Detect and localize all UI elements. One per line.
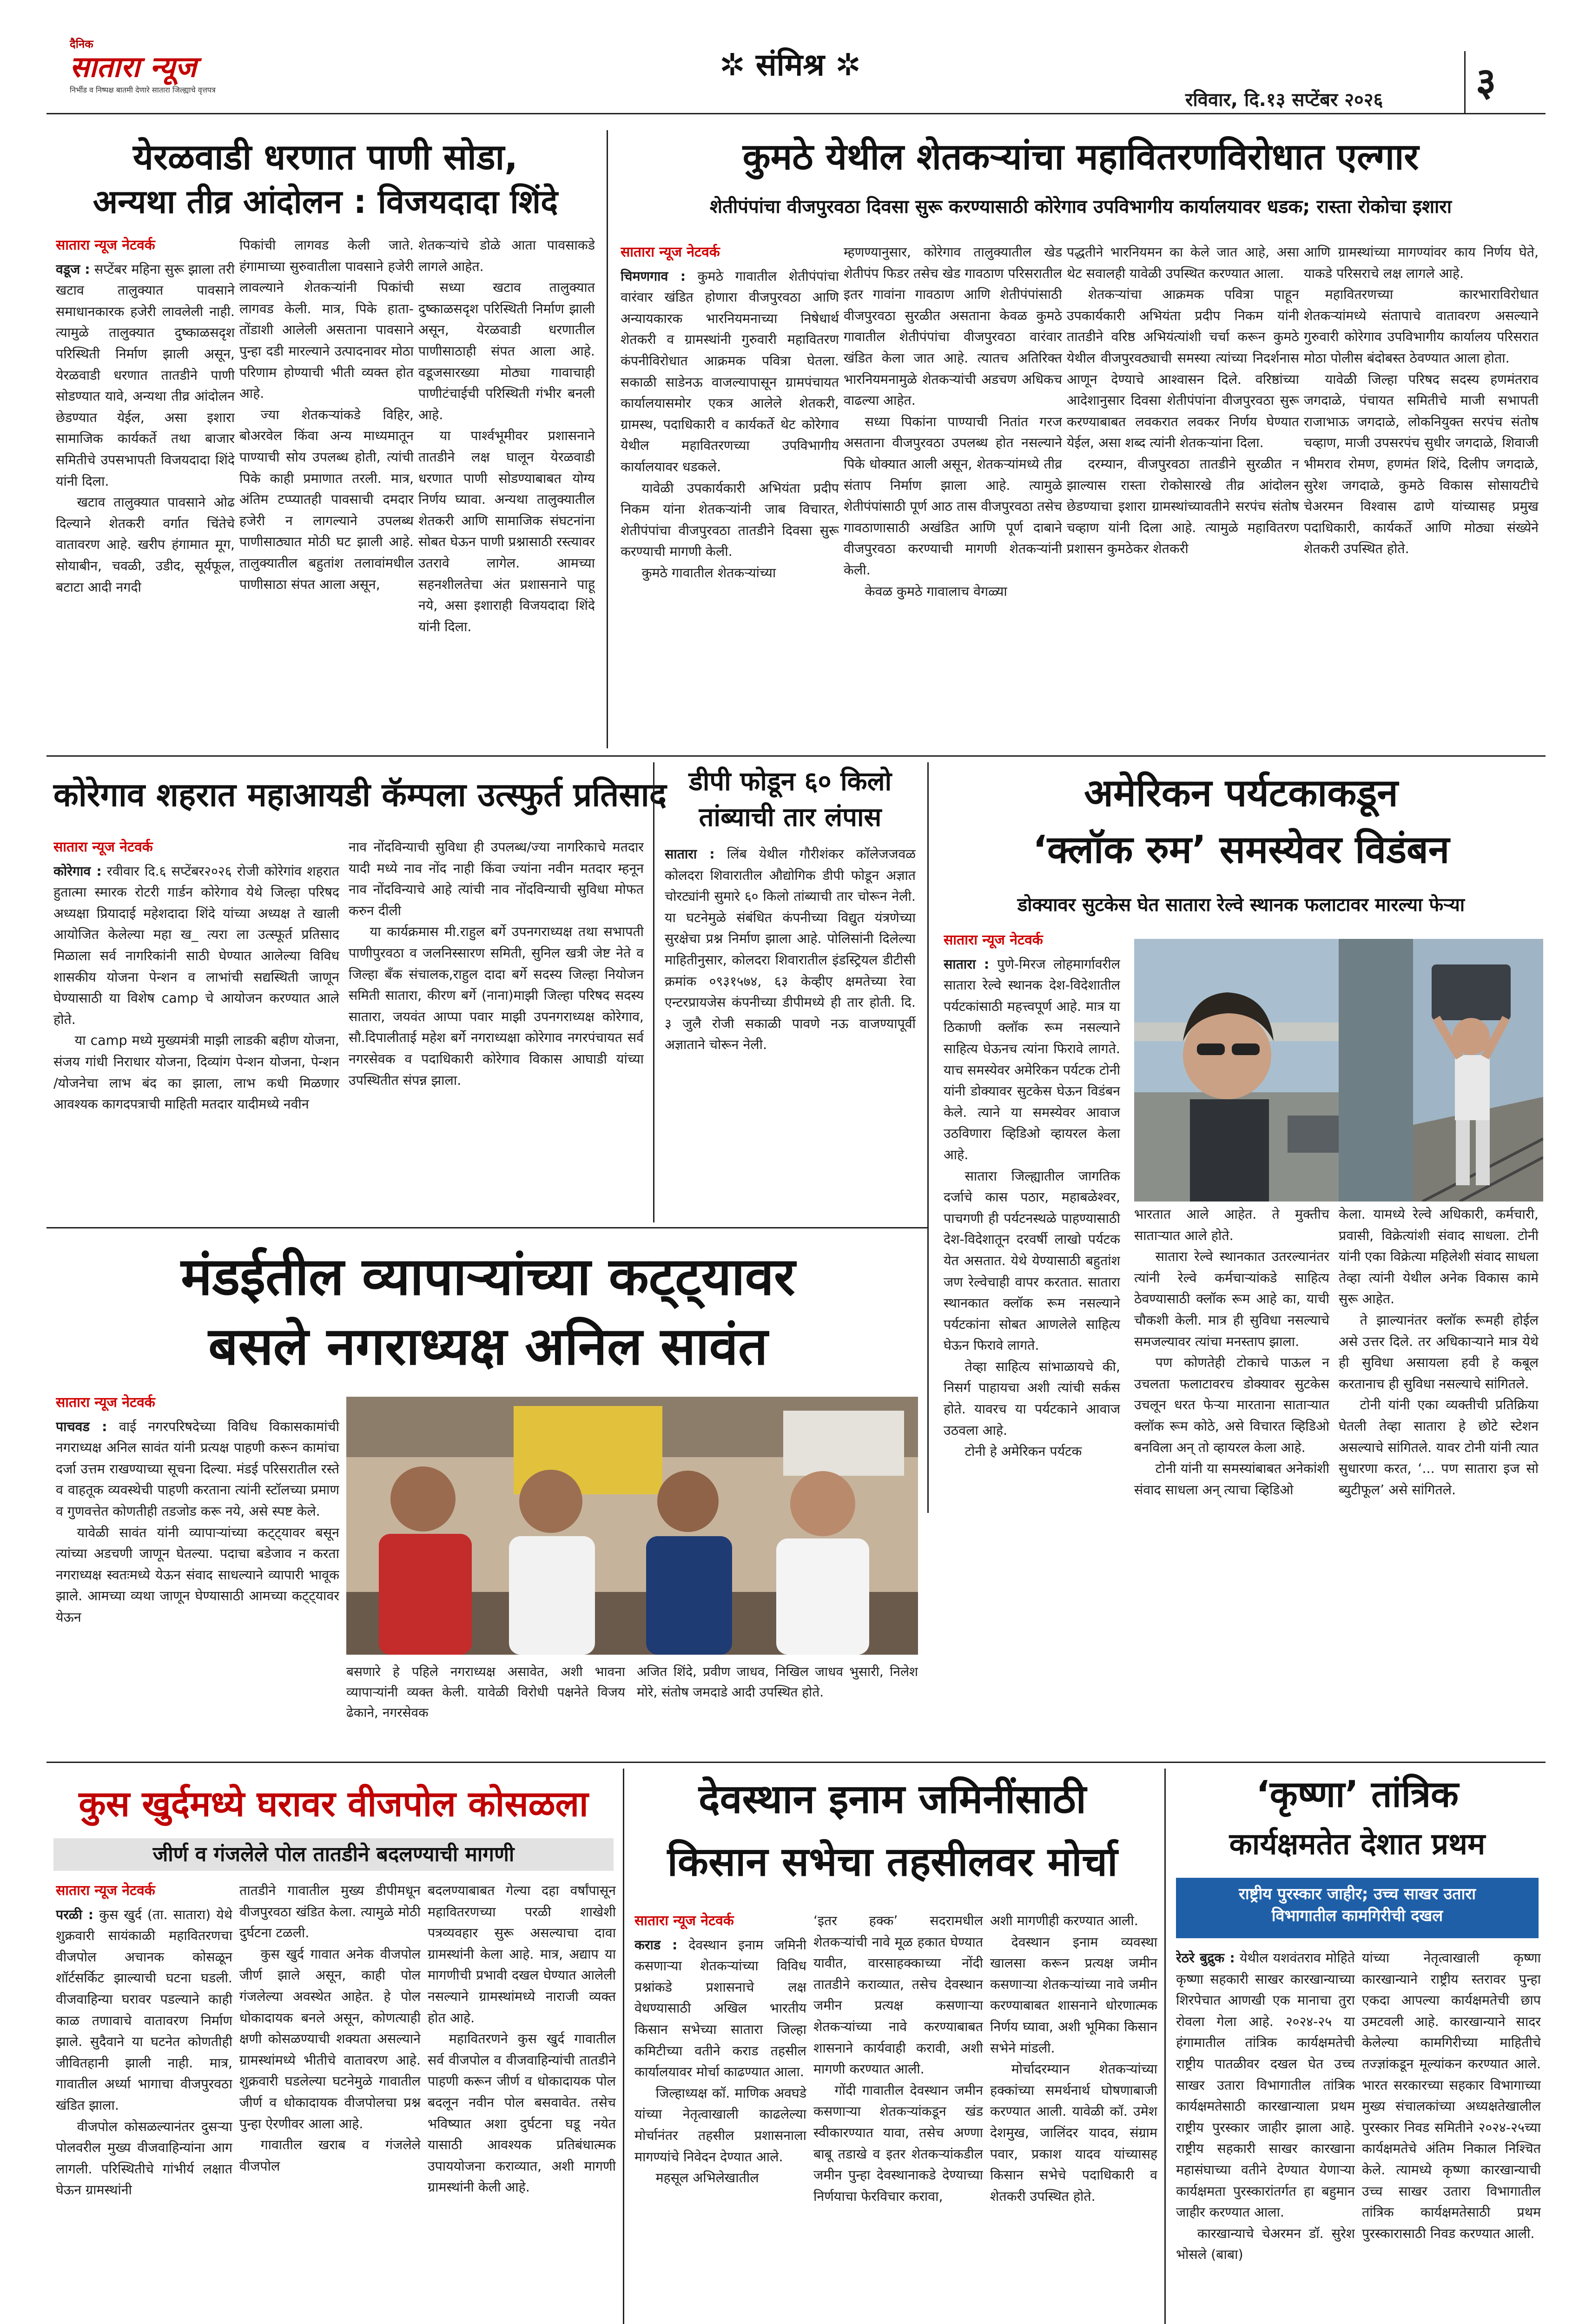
a2-text-2: म्हणण्यानुसार, कोरेगाव तालुक्यातील खेड शेतीपंप फिडर तसेच खेड गावठाण परिसरातील इतर गावांना गावठाण आणि शेतीपंपांसाठी वीजपुरवठा सुरळीत असताना केवळ कुमठे गावातील शेतीपंपांचा वीजपुरवठा वारंवार खंडित केला जात आहे. त्यातच अतिरिक्त भारनियमनामुळे शेतकऱ्यांची अडचण अधिकच वाढल्या आहेत. <box>844 244 1062 409</box>
a3-headline: कोरेगाव शहरात महाआयडी कॅम्पला उत्स्फुर्त प्रतिसाद <box>53 776 667 814</box>
a2-headline: कुमठे येथील शेतकऱ्यांचा महावितरणविरोधात एल्गार <box>742 136 1419 178</box>
a2-text-3c: दरम्यान, वीजपुरवठा तातडीने सुरळीत न झाल्यास रास्ता रोकोसारखे तीव्र आंदोलन छेडण्याचा इशारा ग्रामस्थांच्यावतीने सरपंच संतोष चव्हाण यांनी दिला आहे. त्यामुळे महावितरण प्रशासन कुमठेकर शेतकरी <box>1067 456 1299 557</box>
a7-deck: जीर्ण व गंजलेले पोल तातडीने बदलण्याची मागणी <box>53 1838 614 1871</box>
a7-dateline: परळी : <box>56 1907 94 1922</box>
a2-text-3: पद्धतीने भारनियमन का केले जात आहे, असा थेट सवालही यावेळी उपस्थित करण्यात आला. <box>1067 244 1299 281</box>
rule-row1 <box>46 755 1546 757</box>
mandai-photo-drawing <box>346 1397 918 1655</box>
a8-byline: सातारा न्यूज नेटवर्क <box>634 1913 734 1929</box>
a3-text-1b: या camp मध्ये मुख्यमंत्री माझी लाडकी बहीण योजना, संजय गांधी निराधार योजना, दिव्यांग पेन्शन योजना, पेन्शन /योजनेचा लाभ बंद का झाला, लाभ कधी मिळणार आवश्यक कागदपत्राची माहिती मतदार यादीमध्ये नवीन <box>53 1033 339 1112</box>
a1-headline-1: येरळवाडी धरणात पाणी सोडा, <box>132 136 518 178</box>
a5-text-2d: टोनी यांनी या समस्यांबाबत अनेकांशी संवाद साधला अन् त्याचा व्हिडिओ <box>1134 1461 1329 1498</box>
a8-headline-2: किसान सभेचा तहसीलवर मोर्चा <box>667 1839 1118 1885</box>
a6-headline-1: मंडईतील व्यापाऱ्यांच्या कट्ट्यावर <box>181 1247 795 1307</box>
a4-col-1 <box>665 844 916 1215</box>
a3-col-1 <box>53 837 339 1208</box>
a3-text-2b: या कार्यक्रमास मी.राहुल बर्गे उपनगराध्यक्ष तथा सभापती पाणीपुरवठा व जलनिस्सारण समिती, सुनिल खत्री जेष्ट नेते व जिल्हा बँक संचालक,राहुल दादा बर्गे सदस्य जिल्हा नियोजन समिती सातारा, कीरण बर्गे (नाना)माझी जिल्हा परिषद सदस्य सातारा, जयवंत आप्पा पवार माझी उपनगराध्यक्ष कोरेगाव, सौ.दिपालीताई महेश बर्गे नगराध्यक्षा कोरेगाव नगरपंचायत सर्व नगरसेवक व पदाधिकारी कोरेगाव विकास आघाडी यांच्या उपस्थितीत संपन्न झाला. <box>349 924 644 1088</box>
tourist-photo <box>1134 939 1543 1202</box>
a1-text-3c: या पार्श्वभूमीवर प्रशासनाने तातडीने लक्ष घालून येरळवाडी धरणात पाणी सोडण्याबाबत योग्य निर्णय घ्यावा. अन्यथा तालुक्यातील शेतकरी आणि सामाजिक संघटनांना सोबत घेऊन पाणी प्रश्नासाठी रस्त्यावर उतरावे लागेल. आमच्या सहनशीलतेचा अंत प्रशासनाने पाहू नये, असा इशाराही विजयदादा शिंदे यांनी दिला. <box>418 428 595 634</box>
a1-text-2: पिकांची लागवड केली जाते. हंगामाच्या सुरुवातीला पावसाने हजेरी लावल्याने शेतकऱ्यांनी पिकांची लागवड केली. मात्र, पिके हाता-तोंडाशी आलेली असताना पावसाने पुन्हा दडी मारल्याने उत्पादनावर मोठा परिणाम होण्याची भीती व्यक्त होत आहे. <box>239 238 414 402</box>
a3-text-1: रवीवार दि.६ सप्टेंबर२०२६ रोजी कोरेगांव शहरात हुतात्मा स्मारक रोटरी गार्डन कोरेगाव येथे जिल्हा परिषद अध्यक्षा प्रियादाई महेशदादा शिंदे यांच्या अध्यक्ष ते खाली आयोजित केलेल्या महा ख_ त्यरा ला उत्स्फूर्त प्रतिसाद मिळाला सर्व नागरिकांनी साठी घेण्यात आलेल्या विविध शासकीय योजना पेन्शन व लाभांची सद्यस्थिती जाणून घेण्यासाठी या विशेष camp चे आयोजन करण्यात आले होते. <box>53 863 339 1027</box>
a1-byline: सातारा न्यूज नेटवर्क <box>56 237 155 253</box>
a5-dateline: सातारा : <box>944 956 990 972</box>
a8-text-1: देवस्थान इनाम जमिनी कसणाऱ्या शेतकऱ्यांच्या विविध प्रश्नांकडे प्रशासनाचे लक्ष वेधण्यासाठी अखिल भारतीय किसान सभेच्या सातारा जिल्हा कमिटीच्या वतीने कराड तहसील कार्यालयावर मोर्चा काढण्यात आला. <box>634 1937 806 2080</box>
a1-col-1 <box>56 235 235 746</box>
divider-a7-a8 <box>623 1769 624 2324</box>
a6-text-1b: यावेळी सावंत यांनी व्यापाऱ्यांच्या कट्ट्यावर बसून त्यांच्या अडचणी जाणून घेतल्या. पदाचा बडेजाव न करता नगराध्यक्ष स्वतःमध्ये येऊन संवाद साधल्याने व्यापारी भावूक झाले. आमच्या व्यथा जाणून घेण्यासाठी आमच्या कट्ट्यावर येऊन <box>56 1525 339 1625</box>
a2-deck: शेतीपंपांचा वीजपुरवठा दिवसा सुरू करण्यासाठी कोरेगाव उपविभागीय कार्यालयावर धडक; रास्ता रोकोचा इशारा <box>709 196 1452 218</box>
a1-text-3b: सध्या खटाव तालुक्यात दुष्काळसदृश परिस्थिती निर्माण झाली असून, येरळवाडी धरणातील पाणीसाठाही संपत आला आहे. वडूजसारख्या मोठ्या गावाचाही पाणीटंचाईची परिस्थिती गंभीर बनली आहे. <box>418 280 595 423</box>
rule-row3 <box>46 1762 1546 1763</box>
divider-a3-a4 <box>653 762 654 1222</box>
a7-col-1 <box>56 1880 232 2324</box>
a5-headline-1: अमेरिकन पर्यटकाकडून <box>1084 771 1398 815</box>
a5-deck: डोक्यावर सुटकेस घेत सातारा रेल्वे स्थानक फलाटावर मारल्या फेऱ्या <box>1017 894 1465 916</box>
a1-text-3: शेतकऱ्यांचे डोळे आता पावसाकडे लागले आहेत. <box>418 238 595 274</box>
a5-text-2: भारतात आले आहेत. ते मुक्तीच साताऱ्यात आले होते. <box>1134 1207 1329 1243</box>
a9-headline-1: ‘कृष्णा’ तांत्रिक <box>1256 1774 1459 1816</box>
a5-text-3b: ते झाल्यानंतर क्लॉक रूमही होईल असे उत्तर दिले. तर अधिकाऱ्याने मात्र येथे ही सुविधा असायला हवी हे कबूल करतानाच ही सुविधा नसल्याचे सांगितले. <box>1339 1312 1539 1392</box>
a2-text-2b: सध्या पिकांना पाण्याची नितांत गरज असताना वीजपुरवठा उपलब्ध होत नसल्याने पिके धोक्यात आली असून, शेतकऱ्यांमध्ये तीव्र संताप निर्माण झाला आहे. त्यामुळे शेतीपंपांसाठी पूर्ण आठ तास वीजपुरवठा तसेच गावठाणासाठी अखंडित आणि पूर्ण दाबाने वीजपुरवठा करण्याची मागणी शेतकऱ्यांनी केली. <box>844 414 1062 578</box>
a5-text-3: केला. यामध्ये रेल्वे अधिकारी, कर्मचारी, प्रवासी, विक्रेत्यांशी संवाद साधला. टोनी यांनी एका विक्रेत्या महिलेशी संवाद साधला तेव्हा त्यांनी येथील अनेक विकास कामे सुरू आहेत. <box>1339 1207 1539 1307</box>
masthead-divider <box>1464 51 1466 114</box>
a7-col-3 <box>428 1880 616 2324</box>
a8-text-1b: जिल्हाध्यक्ष कॉ. माणिक अवघडे यांच्या नेतृत्वाखाली काढलेल्या मोर्चानंतर तहसील प्रशासनाला मागण्यांचे निवेदन देण्यात आले. <box>634 2085 806 2165</box>
a1-text-1: सप्टेंबर महिना सुरू झाला तरी खटाव तालुक्यात पावसाने समाधानकारक हजेरी लावलेली नाही. त्यामुळे तालुक्यात दुष्काळसदृश परिस्थिती निर्माण झाली असून, येरळवाडी धरणात तातडीने पाणी सोडण्यात यावे, अन्यथा तीव्र आंदोलन छेडण्यात येईल, असा इशारा सामाजिक कार्यकर्ते तथा बाजार समितीचे उपसभापती विजयदादा शिंदे यांनी दिला. <box>56 261 235 489</box>
a2-dateline: चिमणगाव : <box>621 268 686 284</box>
a9-banner-line-2: विभागातील कामगिरीची दखल <box>1271 1906 1443 1925</box>
divider-a1-a2 <box>607 130 608 748</box>
rule-row2-left <box>46 1227 927 1228</box>
a1-headline-2: अन्यथा तीव्र आंदोलन : विजयदादा शिंदे <box>92 183 558 221</box>
a6-headline-2: बसले नगराध्यक्ष अनिल सावंत <box>208 1316 768 1377</box>
a8-col-1 <box>634 1910 806 2324</box>
tourist-photo-drawing <box>1134 939 1543 1202</box>
a8-text-1c: महसूल अभिलेखातील <box>655 2170 759 2186</box>
a9-text-1b: कारखान्याचे चेअरमन डॉ. सुरेश भोसले (बाबा) <box>1176 2225 1355 2263</box>
a7-text-1b: वीजपोल कोसळल्यानंतर दुसऱ्या पोलवरील मुख्य वीजवाहिन्यांना आग लागली. परिस्थितीचे गांभीर्य लक्षात घेऊन ग्रामस्थांनी <box>56 2119 232 2198</box>
a2-text-3b: शेतकऱ्यांचा आक्रमक पवित्रा पाहून उपकार्यकारी अभियंता प्रदीप निकम यांनी तातडीने वरिष्ठ अभियंत्यांशी चर्चा करून कुमठे येथील वीजपुरवठ्याची समस्या त्यांच्या निदर्शनास आणून देण्याचे आश्वासन दिले. वरिष्ठांच्या आदेशानुसार दिवसा शेतीपंपांना वीजपुरवठा सुरू करण्याबाबत लवकरात लवकर निर्णय घेण्यात येईल, असा शब्द त्यांनी शेतकऱ्यांना दिला. <box>1067 287 1299 451</box>
a5-col-2 <box>1134 1204 1329 1501</box>
a1-dateline: वडूज : <box>56 261 90 277</box>
a2-col-4 <box>1304 242 1539 748</box>
a8-text-2: ‘इतर हक्क’ सदरामधील शेतकऱ्यांची नावे मूळ हकात घेण्यात यावीत, वारसाहक्काच्या नोंदी तातडीने कराव्यात, तसेच देवस्थान जमीन प्रत्यक्ष कसणाऱ्या शेतकऱ्यांच्या नावे करण्याबाबत शासनाने कार्यवाही करावी, अशी मागणी करण्यात आली. <box>813 1913 983 2077</box>
a8-text-3b: देवस्थान इनाम व्यवस्था खालसा करून प्रत्यक्ष जमीन कसणाऱ्या शेतकऱ्यांच्या नावे जमीन करण्याबाबत शासनाने धोरणात्मक निर्णय घ्यावा, अशी भूमिका किसान सभेने मांडली. <box>990 1934 1157 2056</box>
a5-col-3 <box>1339 1204 1539 1501</box>
a2-text-1c: कुमठे गावातील शेतकऱ्यांच्या <box>641 565 776 581</box>
a6-caption-1: बसणारे हे पहिले नगराध्यक्ष असावेत, अशी भावना व्यापाऱ्यांनी व्यक्त केली. यावेळी विरोधी पक्षनेते विजय ढेकाने, नगरसेवक <box>346 1664 625 1720</box>
a1-col-2 <box>239 235 414 746</box>
a9-text-1: येथील यशवंतराव मोहिते कृष्णा सहकारी साखर कारखान्याच्या शिरपेचात आणखी एक मानाचा तुरा रोवला गेला आहे. २०२४-२५ या हंगामातील तांत्रिक कार्यक्षमतेची राष्ट्रीय पातळीवर दखल घेत उच्च साखर उतारा विभागातील तांत्रिक कार्यक्षमतेसाठी कारखान्याला प्रथम राष्ट्रीय पुरस्कार जाहीर झाला आहे. राष्ट्रीय सहकारी साखर कारखाना महासंघाच्या वतीने देण्यात येणाऱ्या कार्यक्षमता पुरस्कारांतर्गत हा बहुमान जाहीर करण्यात आला. <box>1176 1950 1355 2220</box>
a8-dateline: कराड : <box>634 1937 678 1953</box>
a2-byline: सातारा न्यूज नेटवर्क <box>621 244 720 260</box>
divider-a8-a9 <box>1164 1769 1166 2324</box>
a4-dateline: सातारा : <box>665 846 715 862</box>
a1-text-2b: ज्या शेतकऱ्यांकडे विहिर, बोअरवेल किंवा अन्य माध्यमातून पाण्याची सोय उपलब्ध होती, त्यांची पिके काही प्रमाणात तरली. मात्र, अंतिम टप्प्यातही पावसाची दमदार हजेरी न लागल्याने उपलब्ध पाणीसाठ्यात मोठी घट झाली आहे. तालुक्यातील बहुतांश तलावांमधील पाणीसाठा संपत आला असून, <box>239 407 414 592</box>
a7-headline: कुस खुर्दमध्ये घरावर वीजपोल कोसळला <box>79 1783 588 1824</box>
a2-col-2 <box>844 242 1062 748</box>
a5-text-3c: टोनी यांनी एका व्यक्तीची प्रतिक्रिया घेतली तेव्हा सातारा हे छोटे स्टेशन असल्याचे सांगितले. यावर टोनी यांनी त्यात सुधारणा करत, ‘... पण सातारा इज सो ब्युटीफूल’ असे सांगितले. <box>1339 1397 1539 1498</box>
a9-text-2: यांच्या नेतृत्वाखाली कृष्णा कारखान्याने राष्ट्रीय स्तरावर पुन्हा एकदा आपल्या कार्यक्षमतेची छाप उमटवली आहे. कारखान्याने सादर केलेल्या कामगिरीच्या माहितीचे तज्ज्ञांकडून मूल्यांकन करण्यात आले. भारत सरकारच्या सहकार विभागाच्या मुख्य संचालकांच्या अध्यक्षतेखालील पुरस्कार निवड समितीने २०२४-२५च्या कार्यक्षमतेचे अंतिम निकाल निश्चित केले. त्यामध्ये कृष्णा कारखान्याची उच्च साखर उतारा विभागातील तांत्रिक कार्यक्षमतेसाठी प्रथम पुरस्कारासाठी निवड करण्यात आली. <box>1362 1950 1541 2241</box>
a2-text-1: कुमठे गावातील शेतीपंपांचा वारंवार खंडित होणारा वीजपुरवठा आणि अन्यायकारक भारनियमनाच्या निषेधार्थ शेतकरी व ग्रामस्थांनी गुरुवारी महावितरण कंपनीविरोधात आक्रमक पवित्रा घेतला. सकाळी साडेनऊ वाजल्यापासून ग्रामपंचायत कार्यालयासमोर एकत्र आलेले शेतकरी, ग्रामस्थ, पदाधिकारी व कार्यकर्ते थेट कोरेगाव येथील महावितरणच्या उपविभागीय कार्यालयावर धडकले. <box>621 268 839 475</box>
issue-date: रविवार, दि.१३ सप्टेंबर २०२६ <box>1185 89 1383 111</box>
logo-tagline: निर्भीड व निष्पक्ष बातमी देणारे सातारा जिल्ह्याचे वृत्तपत्र <box>70 86 216 94</box>
a4-headline-2: तांब्याची तार लंपास <box>699 802 882 832</box>
a5-text-2c: पण कोणतेही टोकाचे पाऊल न उचलता फलाटावरच डोक्यावर सुटकेस उचलून धरत फेऱ्या मारताना साताऱ्यात क्लॉक रूम कोठे, असे विचारत व्हिडिओ बनविला अन् तो व्हायरल केला आहे. <box>1134 1355 1329 1455</box>
logo-small: दैनिक <box>70 38 93 51</box>
a7-byline: सातारा न्यूज नेटवर्क <box>56 1882 155 1899</box>
a5-text-1b: सातारा जिल्ह्यातील जागतिक दर्जाचे कास पठार, महाबळेश्वर, पाचगणी ही पर्यटनस्थळे पाहण्यासाठी देश-विदेशातून दरवर्षी लाखो पर्यटक येत असतात. येथे येण्यासाठी बहुतांश जण रेल्वेचाही वापर करतात. सातारा स्थानकात क्लॉक रूम नसल्याने पर्यटकांना सोबत आणलेले साहित्य घेऊन फिरावे लागते. <box>944 1168 1120 1353</box>
a9-col-2 <box>1362 1948 1541 2324</box>
a9-banner <box>1176 1878 1539 1938</box>
a2-text-2c: केवळ कुमठे गावालाच वेगळ्या <box>865 583 1007 599</box>
a9-banner-line-1: राष्ट्रीय पुरस्कार जाहीर; उच्च साखर उतारा <box>1238 1885 1476 1903</box>
a6-text-1: वाई नगरपरिषदेच्या विविध विकासकामांची नगराध्यक्ष अनिल सावंत यांनी प्रत्यक्ष पाहणी करून कामांचा दर्जा उत्तम राखण्याच्या सूचना दिल्या. मंडई परिसरातील रस्ते व वाहतूक व्यवस्थेची पाहणी करताना त्यांनी स्टॉलच्या प्रमाण व गुणवत्तेत कोणतीही तडजोड करू नये, असे स्पष्ट केले. <box>56 1419 339 1519</box>
a8-text-3c: मोर्चादरम्यान शेतकऱ्यांच्या हक्कांच्या समर्थनार्थ घोषणाबाजी करण्यात आली. यावेळी कॉ. उमेश देशमुख, जालिंदर यादव, संग्राम पवार, प्रकाश यादव यांच्यासह किसान सभेचे पदाधिकारी व शेतकरी उपस्थित होते. <box>990 2061 1157 2204</box>
section-title: ✲ संमिश्र ✲ <box>719 47 861 83</box>
a7-text-1: कुस खुर्द (ता. सातारा) येथे शुक्रवारी सायंकाळी महावितरणचा वीजपोल अचानक कोसळून शॉर्टसर्किट झाल्याची घटना घडली. वीजवाहिन्या घरावर पडल्याने काही काळ तणावाचे वातावरण निर्माण झाले. सुदैवाने या घटनेत कोणतीही जीवितहानी झाली नाही. मात्र, गावातील अर्ध्या भागाचा वीजपुरवठा खंडित झाला. <box>56 1907 232 2113</box>
a5-byline: सातारा न्यूज नेटवर्क <box>944 932 1043 948</box>
a3-text-2: नाव नोंदविन्याची सुविधा ही उपलब्ध/ज्या नागरिकाचे मतदार यादी मध्ये नाव नोंद नाही किंवा ज्यांना नवीन मतदार म्हनून नाव नोंदविन्याचे आहे त्यांची नाव नोंदविन्याची सुविधा मोफत करुन दीली <box>349 839 644 918</box>
a6-dateline: पाचवड : <box>56 1419 107 1434</box>
a2-text-4: आणि ग्रामस्थांच्या मागण्यांवर काय निर्णय घेते, याकडे परिसराचे लक्ष लागले आहे. <box>1304 244 1539 281</box>
a9-col-1 <box>1176 1948 1355 2324</box>
a6-col-1 <box>56 1392 339 1750</box>
a5-col-1 <box>944 930 1120 1499</box>
a5-headline-2: ‘क्लॉक रुम’ समस्येवर विडंबन <box>1032 828 1450 872</box>
a8-text-2b: गोंदी गावातील देवस्थान जमीन कसणाऱ्या शेतकऱ्यांकडून खंड स्वीकारण्यात यावा, तसेच अण्णा बाबू तडाखे व इतर शेतकऱ्यांकडील जमीन पुन्हा देवस्थानाकडे देण्याच्या निर्णयाचा फेरविचार करावा, <box>813 2082 983 2204</box>
a2-text-4c: यावेळी जिल्हा परिषद सदस्य हणमंतराव जगदाळे, पंचायत समितीचे माजी सभापती राजाभाऊ जगदाळे, लोकनियुक्त सरपंच संतोष चव्हाण, माजी उपसरपंच सुधीर जगदाळे, शिवाजी भीमराव रोमण, हणमंत शिंदे, दिलीप जगदाळे, सुरेश जगदाळे, कुमठे विकास सोसायटीचे चेअरमन विश्वास ढाणे यांच्यासह प्रमुख पदाधिकारी, कार्यकर्ते आणि मोठ्या संख्येने शेतकरी उपस्थित होते. <box>1304 371 1539 557</box>
a7-text-3: बदलण्याबाबत गेल्या दहा वर्षांपासून महावितरणच्या परळी शाखेशी पत्रव्यवहार सुरू असल्याचा दावा ग्रामस्थांनी केला आहे. मात्र, अद्याप या मागणीची प्रभावी दखल घेण्यात आलेली नसल्याने ग्रामस्थांमध्ये नाराजी व्यक्त होत आहे. <box>428 1883 616 2026</box>
a5-text-1: पुणे-मिरज लोहमार्गावरील सातारा रेल्वे स्थानक देश-विदेशातील पर्यटकांसाठी महत्त्वपूर्ण आहे. मात्र या ठिकाणी क्लॉक रूम नसल्याने साहित्य घेऊनच त्यांना फिरावे लागते. याच समस्येवर अमेरिकन पर्यटक टोनी यांनी डोक्यावर सुटकेस घेऊन विडंबन केले. त्याने या समस्येवर आवाज उठविणारा व्हिडिओ व्हायरल केला आहे. <box>944 956 1120 1162</box>
a7-text-2c: गावातील खराब व गंजलेले वीजपोल <box>239 2137 421 2174</box>
a9-dateline: रेठरे बुद्रुक : <box>1176 1950 1235 1966</box>
a2-text-4b: महावितरणच्या कारभाराविरोधात शेतकऱ्यांमध्ये संतापाचे वातावरण असल्याने गुरुवारी कोरेगाव उपविभागीय कार्यालय परिसरात मोठा पोलीस बंदोबस्त ठेवण्यात आला होता. <box>1304 287 1539 366</box>
a1-col-3 <box>418 235 595 746</box>
a3-byline: सातारा न्यूज नेटवर्क <box>53 839 153 855</box>
masthead <box>0 0 1592 112</box>
masthead-rule <box>46 113 1546 114</box>
a7-text-2: तातडीने गावातील मुख्य डीपीमधून वीजपुरवठा खंडित केला. त्यामुळे मोठी दुर्घटना टळली. <box>239 1883 421 1941</box>
a7-text-3b: महावितरणने कुस खुर्द गावातील सर्व वीजपोल व वीजवाहिन्यांची तातडीने पाहणी करून जीर्ण व धोकादायक पोल बदलून नवीन पोल बसवावेत. तसेच भविष्यात अशा दुर्घटना घडू नयेत यासाठी आवश्यक प्रतिबंधात्मक उपाययोजना कराव्यात, अशी मागणी ग्रामस्थांनी केली आहे. <box>428 2031 616 2195</box>
a6-byline: सातारा न्यूज नेटवर्क <box>56 1394 155 1411</box>
a1-text-1b: खटाव तालुक्यात पावसाने ओढ दिल्याने शेतकरी वर्गात चिंतेचे वातावरण आहे. खरीप हंगामात मूग, सोयाबीन, चवळी, उडीद, सूर्यफूल, बटाटा आदी नगदी <box>56 495 235 595</box>
a2-text-1b: यावेळी उपकार्यकारी अभियंता प्रदीप निकम यांना शेतकऱ्यांनी जाब विचारत, शेतीपंपांचा वीजपुरवठा तातडीने दिवसा सुरू करण्याची मागणी केली. <box>621 480 839 560</box>
a3-col-2 <box>349 837 644 1208</box>
a8-headline-1: देवस्थान इनाम जमिनींसाठी <box>699 1776 1086 1822</box>
a5-text-1c: तेव्हा साहित्य सांभाळायचे की, निसर्ग पाहायचा अशी त्यांची सर्कस होते. यावरच या पर्यटकाने आवाज उठवला आहे. <box>944 1359 1120 1438</box>
a4-text-1: लिंब येथील गौरीशंकर कॉलेजजवळ कोलदरा शिवारातील औद्योगिक डीपी फोडून अज्ञात चोरट्यांनी सुमारे ६० किलो तांब्याची तार चोरून नेली. या घटनेमुळे संबंधित कंपनीच्या विद्युत यंत्रणेच्या सुरक्षेचा प्रश्न निर्माण झाला आहे. पोलिसांनी दिलेल्या माहितीनुसार, कोलदरा शिवारातील इंडस्ट्रियल डीटीसी क्रमांक ०९३१५७४, ६३ केव्हीए क्षमतेच्या रेवा एन्टरप्रायजेस कंपनीच्या डीपीमध्ये ही तार होती. दि. ३ जुलै रोजी सकाळी पावणे नऊ वाजण्यापूर्वी अज्ञाताने चोरून नेली. <box>665 846 916 1053</box>
a4-headline-1: डीपी फोडून ६० किलो <box>688 766 892 797</box>
a3-dateline: कोरेगाव : <box>53 863 102 879</box>
a8-col-2 <box>813 1910 983 2324</box>
a7-col-2 <box>239 1880 421 2324</box>
a9-headline-2: कार्यक्षमतेत देशात प्रथम <box>1229 1827 1486 1862</box>
divider-a4-a5 <box>927 762 929 1513</box>
a6-caption-2: अजित शिंदे, प्रवीण जाधव, निखिल जाधव भुसारी, निलेश मोरे, संतोष जमदाडे आदी उपस्थित होते. <box>637 1664 918 1700</box>
a8-text-3: अशी मागणीही करण्यात आली. <box>990 1913 1138 1928</box>
a8-col-3 <box>990 1910 1157 2324</box>
page-number: ३ <box>1476 59 1496 105</box>
a2-col-3 <box>1067 242 1299 748</box>
mandai-photo <box>346 1397 918 1655</box>
a5-text-1d: टोनी हे अमेरिकन पर्यटक <box>964 1444 1082 1459</box>
a5-text-2b: सातारा रेल्वे स्थानकात उतरल्यानंतर त्यांनी रेल्वे कर्मचाऱ्यांकडे साहित्य ठेवण्यासाठी क्लॉक रूम आहे का, याची चौकशी केली. मात्र ही सुविधा नसल्याचे समजल्यावर त्यांचा मनस्ताप झाला. <box>1134 1249 1329 1349</box>
a2-col-1 <box>621 242 839 748</box>
logo: सातारा न्यूज <box>70 50 197 84</box>
a7-text-2b: कुस खुर्द गावात अनेक वीजपोल जीर्ण झाले असून, काही पोल गंजलेल्या अवस्थेत आहेत. हे पोल धोकादायक बनले असून, कोणत्याही क्षणी कोसळण्याची शक्यता असल्याने ग्रामस्थांमध्ये भीतीचे वातावरण आहे. शुक्रवारी घडलेल्या घटनेमुळे गावातील जीर्ण व धोकादायक वीजपोलचा प्रश्न पुन्हा ऐरणीवर आला आहे. <box>239 1946 421 2132</box>
